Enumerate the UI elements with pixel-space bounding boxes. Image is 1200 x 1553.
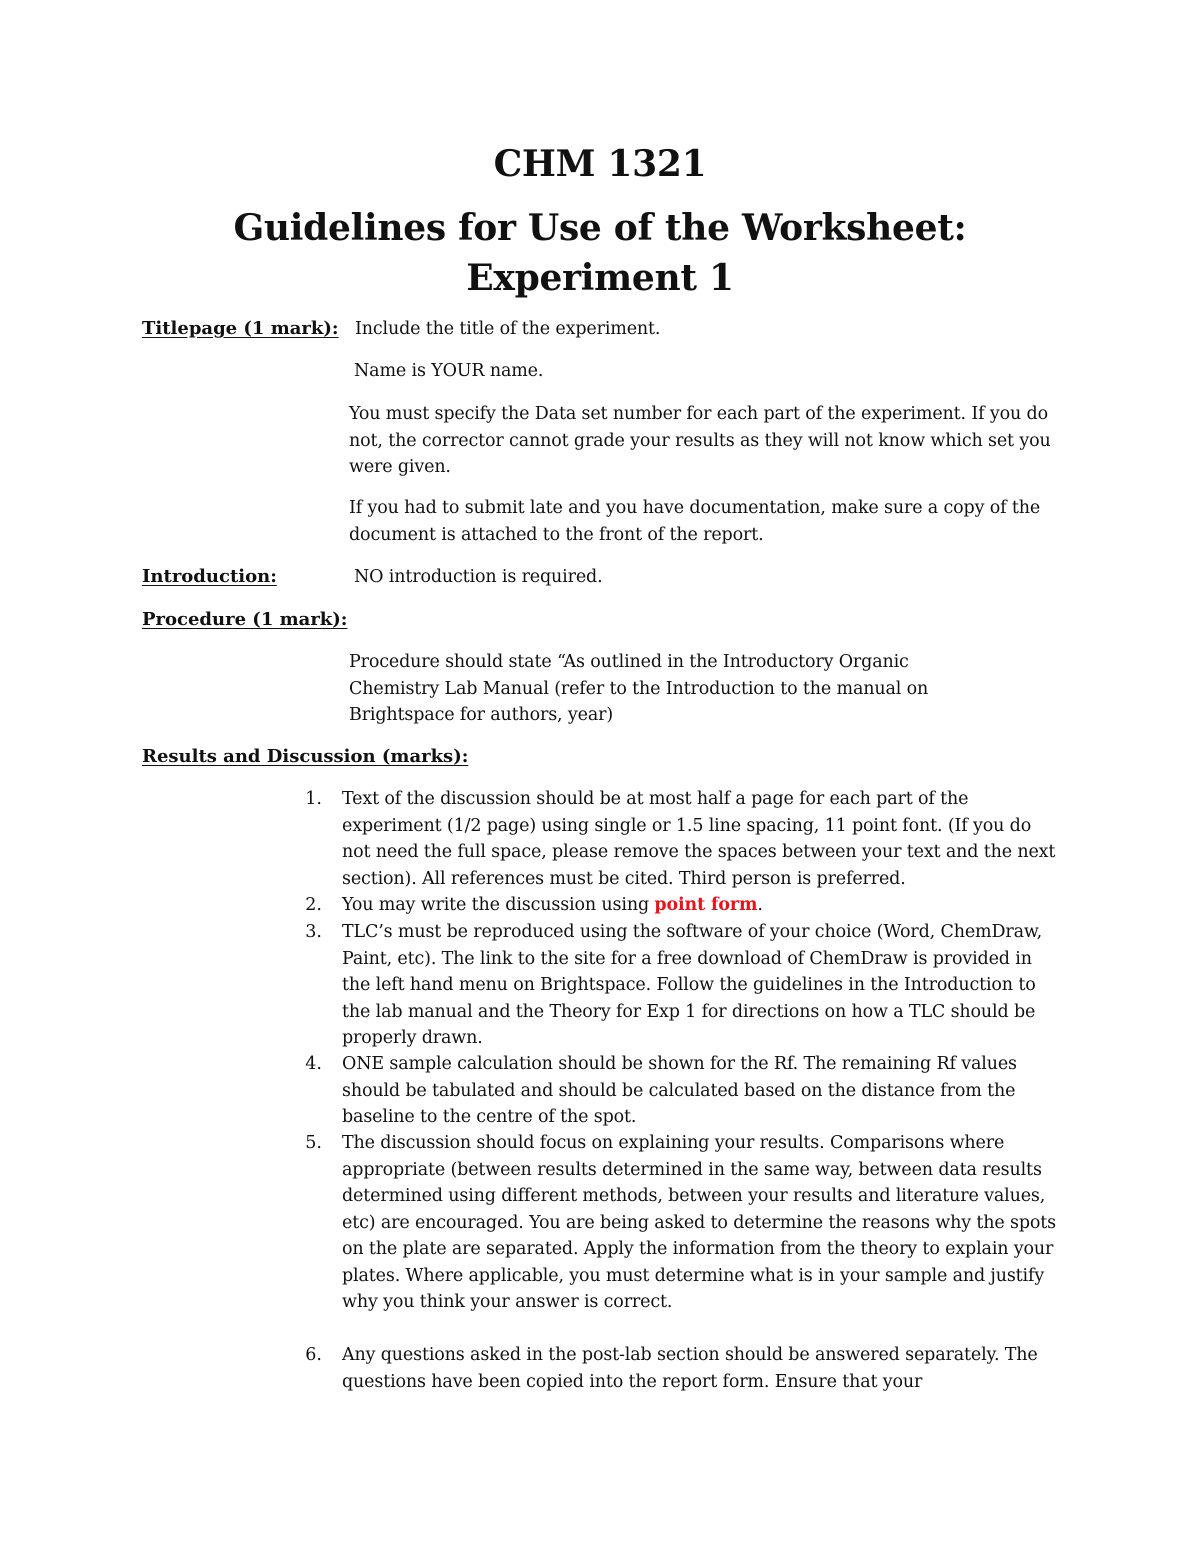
titlepage-item-dataset: You must specify the Data set number for each part of the experiment. If you do not, the corrector cannot grade your results as they will not know which set you were given. [349,404,1051,477]
introduction-label: Introduction: [142,566,277,587]
list-item-number: 1. [305,789,322,809]
list-item-text: Any questions asked in the post-lab section should be answered separately. The questions have been copied into the report form. Ensure that your [342,1345,1038,1392]
list-item-number: 2. [305,895,322,915]
list-item-number: 4. [305,1054,322,1074]
list-item-text: TLC’s must be reproduced using the software of your choice (Word, ChemDraw, Paint, etc). The link to the site for a free download of ChemDraw is provided in the left hand menu on Brightspace. Follow the guidelines in the Introduction to the lab manual and the Theory for Exp 1 for directions on how a TLC should be properly drawn. [342,922,1043,1048]
procedure-text: Procedure should state “As outlined in the Introductory Organic Chemistry Lab Manual (refer to the Introduction to the manual on Brightspace for authors, year) [349,652,929,725]
titlepage-label: Titlepage (1 mark): [142,318,339,339]
list-item-number: 5. [305,1133,322,1153]
results-discussion-label: Results and Discussion (marks): [142,746,469,767]
point-form-highlight: point form [654,895,758,915]
titlepage-item-late: If you had to submit late and you have documentation, make sure a copy of the document is attached to the front of the report. [349,498,1041,545]
introduction-text: NO introduction is required. [354,567,603,587]
titlepage-item-name: Name is YOUR name. [354,361,544,381]
procedure-label: Procedure (1 mark): [142,609,348,630]
list-item-text-part: You may write the discussion using [342,895,655,915]
list-item-text: ONE sample calculation should be shown for the Rf. The remaining Rf values should be tabulated and should be calculated based on the distance from the baseline to the centre of the spot. [342,1054,1017,1127]
list-item-text: The discussion should focus on explaining your results. Comparisons where appropriate (between results determined in the same way, between data results determined using different methods, between your results and literature values, etc) are encouraged. You are being asked to determine the reasons why the spots on the plate are separated. Apply the information from the theory to explain your plates. Where applicable, you must determine what is in your sample and justify why you think your answer is correct. [342,1133,1057,1312]
list-item-number: 3. [305,922,322,942]
page-title-line-1: Guidelines for Use of the Worksheet: [233,207,967,249]
list-item-number: 6. [305,1345,322,1365]
list-item-text-part: . [757,895,763,915]
titlepage-item-title: Include the title of the experiment. [355,319,661,339]
course-code: CHM 1321 [493,143,707,185]
list-item-text [342,892,1064,919]
list-item-text: Text of the discussion should be at most half a page for each part of the experiment (1/2 page) using single or 1.5 line spacing, 11 point font. (If you do not need the full space, please remove the spaces between your text and the next section). All references must be cited. Third person is preferred. [342,789,1056,889]
page-title-line-2: Experiment 1 [466,257,734,299]
